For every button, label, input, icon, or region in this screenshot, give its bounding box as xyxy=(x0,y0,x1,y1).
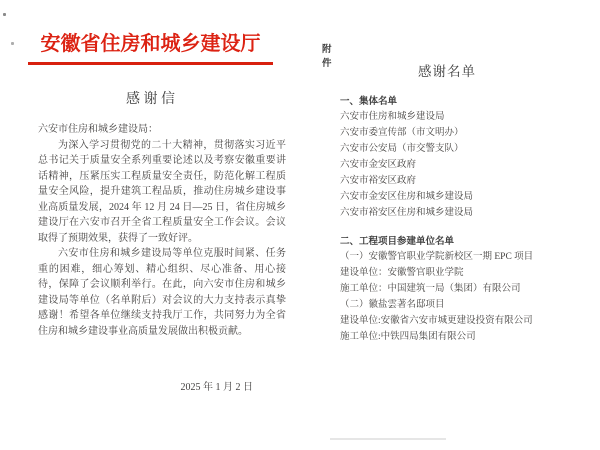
attachment-title: 感谢名单 xyxy=(418,64,476,79)
collective-list-header: 一、集体名单 xyxy=(340,97,398,107)
letter-salutation: 六安市住房和城乡建设局： xyxy=(38,124,158,135)
list-item: 施工单位:中铁四局集团有限公司 xyxy=(340,332,476,342)
list-item: 六安市裕安区政府 xyxy=(340,176,417,186)
list-item: 建设单位：安徽警官职业学院 xyxy=(340,268,464,278)
scan-artifact xyxy=(3,13,6,16)
page-edge-shadow xyxy=(330,438,446,440)
letter-paragraph: 六安市住房和城乡建设局等单位克服时间紧、任务重的困难，细心筹划、精心组织、尽心准备、用心接待，保障了会议顺利举行。在此，向六安市住房和城乡建设局等单位（名单附后）对会议的大力支持表示真挚感谢！希望各单位继续支持我厅工作，共同努力为全省住房和城乡建设事业高质量发展做出积极贡献。 xyxy=(38,248,286,337)
list-item: 施工单位：中国建筑一局（集团）有限公司 xyxy=(340,284,521,294)
list-item: 六安市住房和城乡建设局 xyxy=(340,112,445,122)
letter-date: 2025 年 1 月 2 日 xyxy=(180,382,253,393)
letterhead-title: 安徽省住房和城乡建设厅 xyxy=(40,33,261,55)
letter-body xyxy=(38,122,286,339)
letterhead-rule xyxy=(28,62,273,65)
scan-artifact xyxy=(11,42,14,45)
list-item: 六安市公安局（市交警支队） xyxy=(340,144,464,154)
project-list-header: 二、工程项目参建单位名单 xyxy=(340,237,455,247)
list-item: （一）安徽警官职业学院新校区一期 EPC 项目 xyxy=(340,252,534,262)
list-item: 六安市裕安区住房和城乡建设局 xyxy=(340,208,474,218)
project-name-list xyxy=(340,249,533,345)
attachment-label: 附件 xyxy=(322,45,332,69)
list-item: （二）徽盐雲著名邸项目 xyxy=(340,300,445,310)
list-item: 建设单位:安徽省六安市城更建设投资有限公司 xyxy=(340,316,533,326)
letter-paragraph: 为深入学习贯彻党的二十大精神，贯彻落实习近平总书记关于质量安全系列重要论述以及考察安徽重要讲话精神，压紧压实工程质量安全责任，防范化解工程质量安全风险，提升建筑工程品质，推动住房城乡建设事业高质量发展，2024 年 12 月 24 日—25 日，省住房城乡建设厅在六安市召开全省工程质量安全工作会议。会议取得了预期效果，获得了一致好评。 xyxy=(38,139,286,244)
list-item: 六安市委宣传部（市文明办） xyxy=(340,128,464,138)
letter-title: 感 谢 信 xyxy=(126,92,175,107)
collective-name-list xyxy=(340,109,473,221)
list-item: 六安市金安区住房和城乡建设局 xyxy=(340,192,474,202)
list-item: 六安市金安区政府 xyxy=(340,160,417,170)
